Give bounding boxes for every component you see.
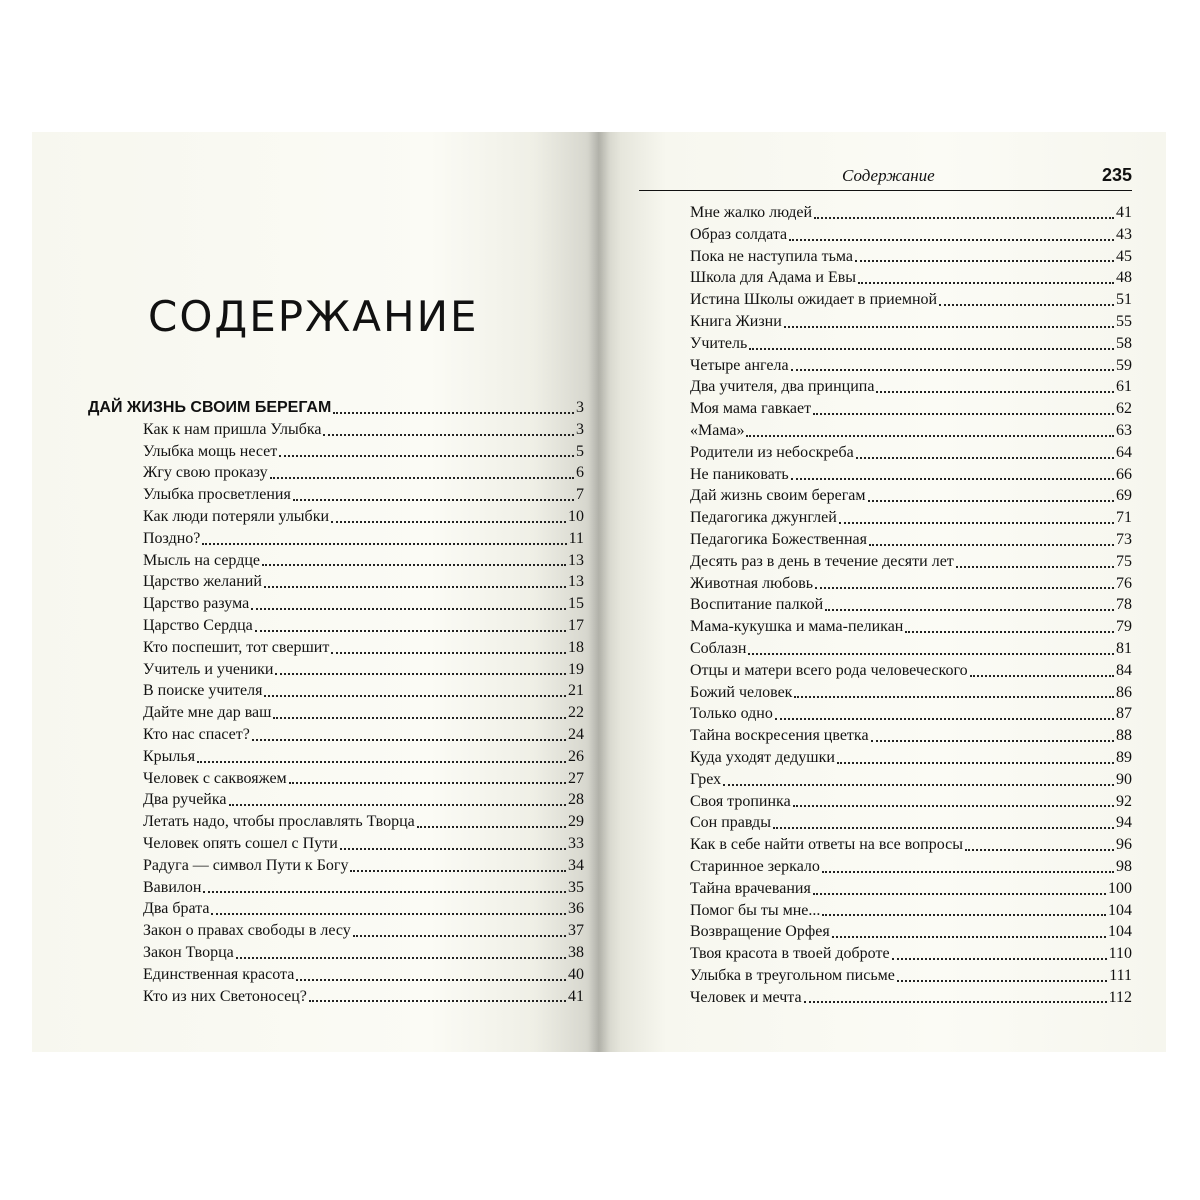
- toc-entry: [690, 900, 1132, 922]
- toc-left-list: [88, 397, 584, 1007]
- dot-leader: [723, 783, 1114, 786]
- toc-entry-title: Моя мама гавкает: [690, 400, 812, 418]
- dot-leader: [289, 781, 566, 784]
- toc-entry-page: 51: [1116, 291, 1132, 309]
- dot-leader: [897, 979, 1107, 982]
- toc-entry-page: 61: [1116, 378, 1132, 396]
- toc-entry: [690, 769, 1132, 791]
- toc-entry: [88, 964, 584, 986]
- toc-entry-page: 92: [1116, 792, 1132, 810]
- dot-leader: [417, 825, 566, 828]
- toc-entry-title: Грех: [690, 770, 722, 788]
- toc-entry: [690, 224, 1132, 246]
- toc-entry-title: Родители из небоскреба: [690, 443, 854, 461]
- toc-entry-title: Животная любовь: [690, 574, 814, 592]
- dot-leader: [837, 761, 1114, 764]
- toc-entry-title: Возвращение Орфея: [690, 923, 830, 941]
- toc-entry-title: Помог бы ты мне...: [690, 901, 821, 919]
- toc-entry-page: 35: [568, 878, 584, 896]
- toc-entry-page: 100: [1108, 879, 1132, 897]
- toc-entry: [690, 682, 1132, 704]
- toc-entry-page: 18: [568, 638, 584, 656]
- dot-leader: [331, 651, 566, 654]
- dot-leader: [876, 390, 1114, 393]
- dot-leader: [956, 565, 1114, 568]
- toc-entry: [690, 856, 1132, 878]
- toc-entry-page: 96: [1116, 836, 1132, 854]
- toc-entry-page: 5: [576, 442, 584, 460]
- toc-entry-page: 15: [568, 595, 584, 613]
- dot-leader: [229, 803, 567, 806]
- toc-entry-page: 87: [1116, 705, 1132, 723]
- toc-entry: [690, 551, 1132, 573]
- toc-entry-title: Тайна воскресения цветка: [690, 727, 869, 745]
- toc-entry: [690, 485, 1132, 507]
- toc-entry-page: 19: [568, 660, 584, 678]
- toc-entry-page: 13: [568, 573, 584, 591]
- toc-entry: [88, 702, 584, 724]
- toc-entry-page: 98: [1116, 857, 1132, 875]
- toc-entry: [690, 507, 1132, 529]
- toc-entry-title: Дайте мне дар ваш: [143, 704, 272, 722]
- toc-entry-title: Человек с саквояжем: [143, 769, 287, 787]
- toc-entry-page: 24: [568, 725, 584, 743]
- dot-leader: [970, 674, 1114, 677]
- toc-entry-title: Тайна врачевания: [690, 879, 811, 897]
- dot-leader: [784, 325, 1114, 328]
- toc-entry: [690, 529, 1132, 551]
- toc-entry-page: 71: [1116, 509, 1132, 527]
- toc-entry-page: 6: [576, 464, 584, 482]
- toc-entry-title: Царство разума: [143, 595, 250, 613]
- dot-leader: [749, 347, 1114, 350]
- toc-entry-title: Поздно?: [143, 529, 201, 547]
- dot-leader: [868, 499, 1114, 502]
- toc-entry: [88, 659, 584, 681]
- toc-entry-page: 58: [1116, 334, 1132, 352]
- dot-leader: [270, 476, 574, 479]
- toc-entry: [690, 289, 1132, 311]
- dot-leader: [791, 477, 1114, 480]
- toc-entry-page: 79: [1116, 618, 1132, 636]
- dot-leader: [279, 454, 574, 457]
- toc-entry-title: Четыре ангела: [690, 356, 789, 374]
- dot-leader: [340, 847, 566, 850]
- toc-entry-title: Кто поспешит, тот свершит: [143, 638, 330, 656]
- toc-entry: [88, 571, 584, 593]
- dot-leader: [869, 543, 1114, 546]
- dot-leader: [793, 804, 1114, 807]
- toc-entry-title: Пока не наступила тьма: [690, 247, 854, 265]
- toc-entry: [690, 573, 1132, 595]
- page-number: 235: [1101, 165, 1132, 185]
- toc-entry-page: 29: [568, 813, 584, 831]
- toc-entry-title: Закон о правах свободы в лесу: [143, 922, 351, 940]
- toc-entry-page: 21: [568, 682, 584, 700]
- dot-leader: [333, 411, 574, 414]
- toc-entry-page: 75: [1116, 552, 1132, 570]
- dot-leader: [871, 739, 1114, 742]
- toc-entry-title: Педагогика джунглей: [690, 509, 837, 527]
- toc-entry: [690, 943, 1132, 965]
- toc-entry-page: 76: [1116, 574, 1132, 592]
- toc-entry-page: 38: [568, 943, 584, 961]
- toc-entry-page: 73: [1116, 530, 1132, 548]
- toc-entry: [88, 833, 584, 855]
- toc-entry: [88, 789, 584, 811]
- dot-leader: [309, 999, 566, 1002]
- toc-entry-page: 86: [1116, 683, 1132, 701]
- toc-entry: [88, 942, 584, 964]
- toc-entry: [88, 855, 584, 877]
- toc-entry-title: Отцы и матери всего рода человеческого: [690, 661, 968, 679]
- dot-leader: [839, 521, 1114, 524]
- contents-heading: СОДЕРЖАНИЕ: [148, 292, 479, 341]
- dot-leader: [746, 434, 1114, 437]
- toc-entry-title: Своя тропинка: [690, 792, 791, 810]
- toc-entry-page: 3: [576, 399, 584, 416]
- toc-entry-title: «Мама»: [690, 421, 745, 439]
- toc-entry-page: 41: [568, 987, 584, 1005]
- toc-entry-page: 94: [1116, 814, 1132, 832]
- toc-entry-title: Жгу свою проказу: [143, 464, 268, 482]
- toc-entry-title: Радуга — символ Пути к Богу: [143, 856, 349, 874]
- dot-leader: [296, 978, 566, 981]
- toc-entry: [690, 267, 1132, 289]
- toc-entry-title: Вавилон: [143, 878, 202, 896]
- toc-entry: [690, 921, 1132, 943]
- toc-entry-page: 88: [1116, 727, 1132, 745]
- toc-entry: [88, 506, 584, 528]
- dot-leader: [892, 957, 1107, 960]
- dot-leader: [789, 238, 1114, 241]
- toc-entry: [88, 986, 584, 1008]
- toc-entry: [88, 419, 584, 441]
- dot-leader: [773, 826, 1114, 829]
- toc-entry: [690, 376, 1132, 398]
- toc-entry-page: 81: [1116, 639, 1132, 657]
- toc-entry-page: 111: [1109, 966, 1132, 984]
- toc-entry-title: Воспитание палкой: [690, 596, 824, 614]
- toc-entry: [690, 791, 1132, 813]
- dot-leader: [353, 934, 566, 937]
- book-gutter: [588, 132, 610, 1052]
- toc-entry: [690, 725, 1132, 747]
- toc-entry-page: 22: [568, 704, 584, 722]
- dot-leader: [822, 913, 1106, 916]
- toc-entry-page: 69: [1116, 487, 1132, 505]
- toc-entry-title: Старинное зеркало: [690, 857, 820, 875]
- toc-entry-title: Книга Жизни: [690, 312, 782, 330]
- toc-entry-page: 63: [1116, 421, 1132, 439]
- dot-leader: [791, 368, 1114, 371]
- toc-entry-title: Образ солдата: [690, 225, 788, 243]
- toc-entry: [690, 747, 1132, 769]
- toc-entry: [690, 420, 1132, 442]
- toc-entry-title: Сон правды: [690, 814, 771, 832]
- toc-entry-page: 45: [1116, 247, 1132, 265]
- toc-entry-title: Царство Сердца: [143, 616, 253, 634]
- toc-entry: [690, 442, 1132, 464]
- toc-entry-title: Школа для Адама и Евы: [690, 269, 857, 287]
- toc-entry-title: Твоя красота в твоей доброте: [690, 945, 890, 963]
- toc-entry-page: 3: [576, 420, 584, 438]
- toc-entry-page: 112: [1108, 988, 1132, 1006]
- toc-entry: [690, 834, 1132, 856]
- toc-entry-title: Улыбка мощь несет: [143, 442, 278, 460]
- toc-entry-page: 26: [568, 747, 584, 765]
- toc-entry-title: Истина Школы ожидает в приемной: [690, 291, 938, 309]
- toc-entry: [690, 398, 1132, 420]
- toc-entry-title: Человек и мечта: [690, 988, 802, 1006]
- toc-entry-title: Учитель и ученики: [143, 660, 274, 678]
- toc-section-entry: [88, 397, 584, 419]
- toc-entry-page: 66: [1116, 465, 1132, 483]
- toc-entry: [88, 615, 584, 637]
- toc-entry-page: 34: [568, 856, 584, 874]
- toc-entry-page: 104: [1108, 923, 1132, 941]
- toc-entry-title: Как к нам пришла Улыбка: [143, 420, 322, 438]
- dot-leader: [856, 456, 1114, 459]
- toc-entry-title: Два брата: [143, 900, 210, 918]
- toc-entry-title: Закон Творца: [143, 943, 234, 961]
- dot-leader: [794, 695, 1114, 698]
- dot-leader: [275, 672, 566, 675]
- dot-leader: [202, 542, 566, 545]
- toc-entry-page: 62: [1116, 400, 1132, 418]
- toc-entry-title: Мысль на сердце: [143, 551, 261, 569]
- toc-entry-title: Божий человек: [690, 683, 793, 701]
- toc-entry-title: Кто из них Светоносец?: [143, 987, 307, 1005]
- dot-leader: [825, 608, 1114, 611]
- toc-entry-title: Учитель: [690, 334, 748, 352]
- toc-entry: [690, 594, 1132, 616]
- toc-entry: [690, 638, 1132, 660]
- toc-right-list: [690, 202, 1132, 1008]
- dot-leader: [211, 912, 566, 915]
- toc-entry: [88, 462, 584, 484]
- toc-entry-page: 13: [568, 551, 584, 569]
- toc-entry: [88, 637, 584, 659]
- toc-entry-page: 104: [1108, 901, 1132, 919]
- toc-entry-page: 48: [1116, 269, 1132, 287]
- toc-entry-title: Летать надо, чтобы прославлять Творца: [143, 813, 415, 831]
- dot-leader: [236, 956, 566, 959]
- dot-leader: [264, 585, 566, 588]
- running-title: Содержание: [842, 166, 935, 185]
- toc-entry-title: Как люди потеряли улыбки: [143, 507, 330, 525]
- toc-entry-page: 78: [1116, 596, 1132, 614]
- toc-entry-page: 43: [1116, 225, 1132, 243]
- toc-entry-title: Педагогика Божественная: [690, 530, 867, 548]
- toc-entry-title: Царство желаний: [143, 573, 262, 591]
- dot-leader: [203, 890, 566, 893]
- toc-entry-page: 84: [1116, 661, 1132, 679]
- toc-entry-title: Не паниковать: [690, 465, 789, 483]
- toc-entry: [88, 441, 584, 463]
- toc-entry: [690, 355, 1132, 377]
- dot-leader: [905, 630, 1114, 633]
- toc-entry-page: 10: [568, 507, 584, 525]
- toc-entry-page: 64: [1116, 443, 1132, 461]
- toc-entry-page: 40: [568, 965, 584, 983]
- dot-leader: [822, 870, 1114, 873]
- dot-leader: [804, 1000, 1107, 1003]
- toc-entry-title: Десять раз в день в течение десяти лет: [690, 552, 954, 570]
- toc-entry: [690, 812, 1132, 834]
- dot-leader: [273, 716, 566, 719]
- toc-entry-title: Как в себе найти ответы на все вопросы: [690, 836, 963, 854]
- toc-entry-title: Мама-кукушка и мама-пеликан: [690, 618, 904, 636]
- dot-leader: [775, 717, 1114, 720]
- dot-leader: [965, 848, 1114, 851]
- toc-entry-page: 89: [1116, 748, 1132, 766]
- dot-leader: [815, 586, 1114, 589]
- dot-leader: [251, 607, 566, 610]
- toc-entry-page: 90: [1116, 770, 1132, 788]
- dot-leader: [813, 892, 1106, 895]
- toc-entry-page: 27: [568, 769, 584, 787]
- toc-entry: [88, 593, 584, 615]
- dot-leader: [331, 520, 566, 523]
- toc-entry: [690, 965, 1132, 987]
- toc-entry: [690, 333, 1132, 355]
- dot-leader: [255, 629, 566, 632]
- toc-entry: [88, 811, 584, 833]
- toc-entry-title: Только одно: [690, 705, 773, 723]
- toc-entry: [690, 311, 1132, 333]
- dot-leader: [855, 259, 1114, 262]
- running-header: [639, 164, 1132, 191]
- dot-leader: [748, 652, 1114, 655]
- toc-entry-page: 59: [1116, 356, 1132, 374]
- dot-leader: [262, 563, 566, 566]
- toc-entry-title: ДАЙ ЖИЗНЬ СВОИМ БЕРЕГАМ: [88, 399, 332, 416]
- toc-entry: [690, 703, 1132, 725]
- toc-entry-page: 11: [568, 529, 584, 547]
- toc-entry: [88, 877, 584, 899]
- dot-leader: [814, 216, 1114, 219]
- toc-entry-title: Мне жалко людей: [690, 204, 813, 221]
- toc-entry: [690, 987, 1132, 1009]
- toc-entry-title: Кто нас спасет?: [143, 725, 250, 743]
- toc-entry-title: Улыбка просветления: [143, 486, 291, 504]
- toc-entry-title: В поиске учителя: [143, 682, 263, 700]
- toc-entry: [690, 660, 1132, 682]
- toc-entry-page: 33: [568, 834, 584, 852]
- open-book: [32, 132, 1166, 1052]
- toc-entry: [690, 878, 1132, 900]
- dot-leader: [293, 498, 574, 501]
- dot-leader: [264, 694, 566, 697]
- toc-entry-page: 7: [576, 486, 584, 504]
- toc-entry: [88, 724, 584, 746]
- toc-entry-page: 28: [568, 791, 584, 809]
- toc-entry: [88, 484, 584, 506]
- toc-entry-page: 17: [568, 616, 584, 634]
- toc-entry-page: 37: [568, 922, 584, 940]
- toc-entry: [88, 768, 584, 790]
- toc-entry-title: Куда уходят дедушки: [690, 748, 835, 766]
- toc-entry-title: Соблазн: [690, 639, 747, 657]
- toc-entry: [690, 464, 1132, 486]
- dot-leader: [323, 433, 574, 436]
- toc-entry-page: 36: [568, 900, 584, 918]
- dot-leader: [939, 303, 1114, 306]
- toc-entry: [690, 202, 1132, 224]
- toc-entry: [88, 528, 584, 550]
- dot-leader: [858, 281, 1114, 284]
- dot-leader: [197, 760, 566, 763]
- toc-entry: [88, 550, 584, 572]
- toc-entry-title: Улыбка в треугольном письме: [690, 966, 895, 984]
- toc-entry: [88, 898, 584, 920]
- dot-leader: [350, 869, 566, 872]
- toc-entry-title: Два учителя, два принципа: [690, 378, 875, 396]
- toc-entry: [690, 616, 1132, 638]
- toc-entry: [88, 680, 584, 702]
- dot-leader: [252, 738, 566, 741]
- dot-leader: [832, 935, 1106, 938]
- toc-entry: [88, 746, 584, 768]
- toc-entry-title: Единственная красота: [143, 965, 295, 983]
- toc-entry-title: Крылья: [143, 747, 196, 765]
- toc-entry-page: 110: [1108, 945, 1132, 963]
- toc-entry-page: 55: [1116, 312, 1132, 330]
- toc-entry-title: Дай жизнь своим берегам: [690, 487, 866, 505]
- toc-entry: [88, 920, 584, 942]
- toc-entry-title: Два ручейка: [143, 791, 227, 809]
- dot-leader: [813, 412, 1114, 415]
- toc-entry-title: Человек опять сошел с Пути: [143, 834, 338, 852]
- toc-entry-page: 41: [1116, 204, 1132, 221]
- toc-entry: [690, 246, 1132, 268]
